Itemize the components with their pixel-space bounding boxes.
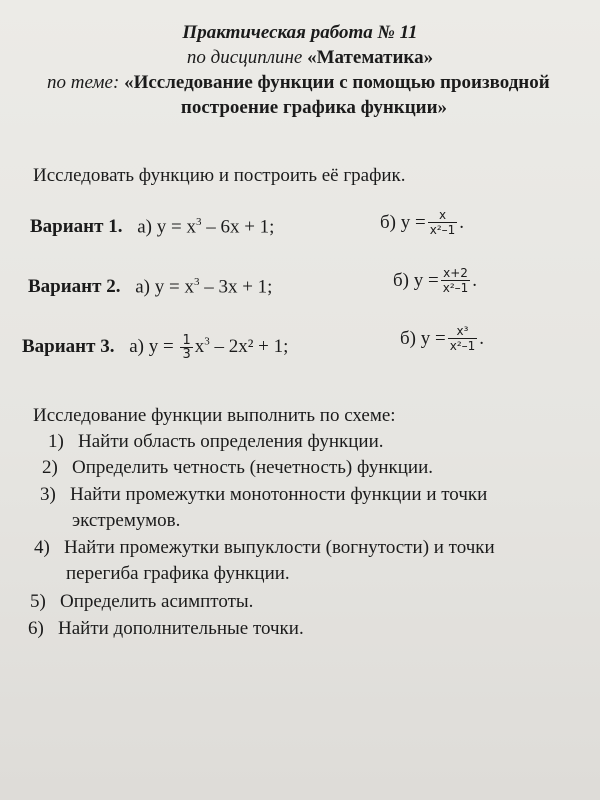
variant-2-part-b: б) y = $\frac{x+2}{\text{x²–1}}$ . (393, 266, 478, 295)
formula-exponent: 3 (204, 335, 210, 348)
variant-label: Вариант 1. (30, 216, 123, 238)
formula-rest: – 3x + 1; (199, 276, 273, 298)
formula-exponent: 3 (193, 276, 200, 288)
list-item-text: Определить асимптоты. (60, 591, 254, 612)
variant-label: Вариант 3. (22, 335, 115, 357)
list-item-text: Найти промежутки выпуклости (вогнутости) и точки (64, 537, 495, 558)
list-item-number: 2) (42, 457, 58, 478)
list-item (34, 537, 495, 559)
subject-prefix: по дисциплине (186, 47, 303, 68)
formula-exponent: 3 (195, 216, 202, 228)
formula-prefix: а) y = x (137, 216, 196, 238)
formula-prefix: б) y = (380, 211, 426, 233)
list-item (40, 484, 487, 506)
variant-label: Вариант 2. (28, 276, 121, 298)
topic-text: «Исследование функции с помощью производной (124, 72, 550, 93)
fraction-denominator: x²–1 (429, 223, 456, 237)
fraction-denominator: x²–1 (442, 281, 469, 295)
formula-variable: x (194, 335, 205, 357)
topic-prefix: по теме: (47, 72, 120, 93)
list-item-number: 6) (28, 618, 44, 639)
formula-prefix: б) y = (393, 269, 439, 291)
subject-name: «Математика» (307, 47, 434, 68)
list-item (48, 431, 383, 453)
list-item-number: 5) (30, 591, 46, 612)
list-item-number: 4) (34, 537, 50, 558)
list-item-text: Определить четность (нечетность) функции. (72, 457, 433, 478)
list-item-number: 3) (40, 484, 56, 505)
list-item-number: 1) (48, 431, 64, 452)
fraction-denominator: x²–1 (449, 339, 476, 353)
worksheet-title: Практическая работа № 11 (182, 22, 418, 43)
formula-prefix: б) y = (400, 327, 446, 349)
fraction-numerator: x³ (456, 324, 469, 338)
list-item (28, 618, 304, 640)
list-item (30, 591, 253, 613)
formula-rest: – 2x² + 1; (209, 335, 289, 357)
fraction-numerator: x+2 (443, 266, 468, 280)
list-item-continuation: перегиба графика функции. (66, 563, 290, 584)
fraction-denominator: 3 (182, 347, 191, 362)
list-item (42, 457, 433, 479)
topic-line-2: построение графика функции» (180, 97, 448, 118)
list-item-text: Найти промежутки монотонности функции и точки (70, 484, 488, 505)
list-item-continuation: экстремумов. (72, 510, 181, 531)
formula-prefix: а) y = x (135, 276, 194, 298)
scheme-title: Исследование функции выполнить по схеме: (33, 405, 396, 426)
list-item-text: Найти дополнительные точки. (58, 618, 304, 639)
formula-rest: – 6x + 1; (201, 216, 275, 238)
fraction-numerator: x (438, 208, 447, 222)
task-instruction: Исследовать функцию и построить её график. (33, 165, 406, 186)
variant-1-part-b: б) y = $\frac{x}{\text{x²–1}}$ . (380, 208, 465, 237)
variant-3-part-b: б) y = $\frac{\text{x³}}{\text{x²–1}}$ . (400, 324, 485, 353)
formula-prefix: а) y = (129, 335, 174, 357)
list-item-text: Найти область определения функции. (78, 431, 384, 452)
fraction-numerator: 1 (182, 333, 191, 348)
